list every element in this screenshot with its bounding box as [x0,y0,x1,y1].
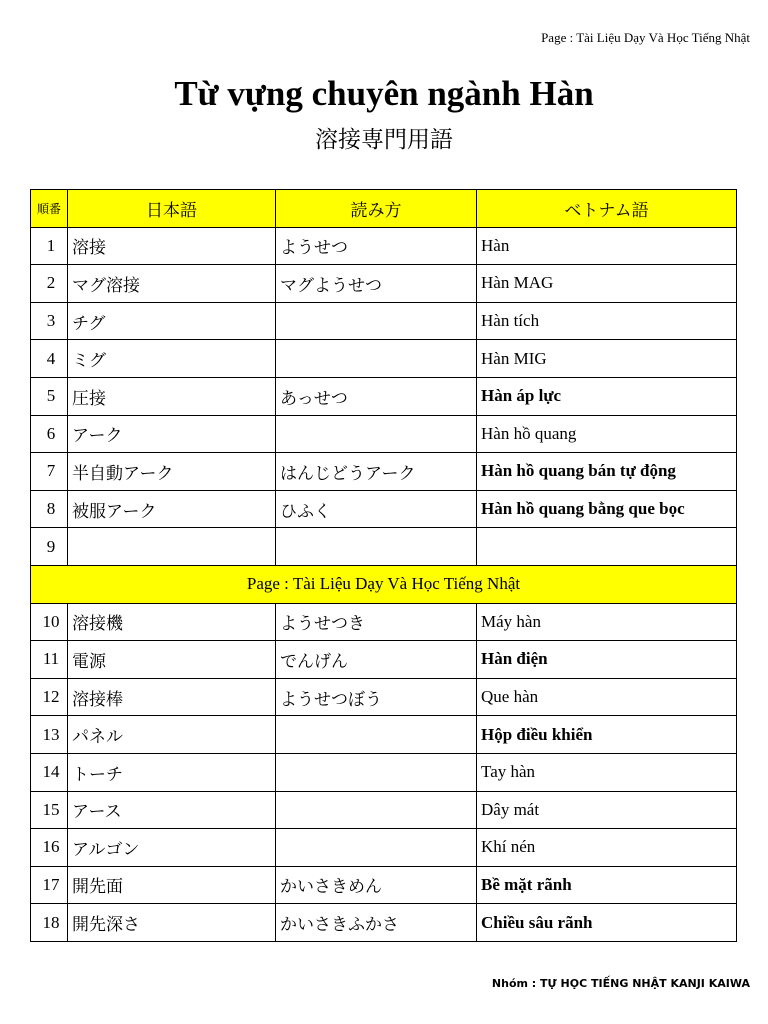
row-vietnamese: Khí nén [477,829,737,867]
table-row [31,829,737,867]
vocabulary-table [30,189,737,942]
row-vietnamese: Hàn MAG [477,265,737,303]
header-number: 順番 [31,190,68,228]
row-number: 7 [31,453,68,491]
row-reading [276,829,477,867]
row-reading [276,528,477,566]
row-vietnamese: Hàn điện [477,641,737,679]
row-reading [276,340,477,378]
table-row [31,866,737,904]
row-japanese: アース [68,791,276,829]
row-japanese: チグ [68,302,276,340]
row-vietnamese: Que hàn [477,678,737,716]
row-japanese: 開先深さ [68,904,276,942]
table-row [31,415,737,453]
row-japanese: パネル [68,716,276,754]
row-reading: ようせつ [276,227,477,265]
row-japanese: 溶接棒 [68,678,276,716]
row-vietnamese: Chiều sâu rãnh [477,904,737,942]
row-vietnamese: Hộp điều khiển [477,716,737,754]
table-row [31,302,737,340]
table-row [31,904,737,942]
row-reading [276,716,477,754]
row-number: 16 [31,829,68,867]
page-title: Từ vựng chuyên ngành Hàn [174,74,594,113]
page-subtitle: 溶接専門用語 [315,127,453,153]
table-row [31,716,737,754]
row-number: 9 [31,528,68,566]
row-vietnamese [477,528,737,566]
table-row [31,490,737,528]
row-number: 18 [31,904,68,942]
row-number: 15 [31,791,68,829]
row-number: 10 [31,603,68,641]
table-header-row [31,190,737,228]
header-vietnamese: ベトナム語 [477,190,737,228]
row-reading: マグようせつ [276,265,477,303]
table-row [31,791,737,829]
row-japanese: アルゴン [68,829,276,867]
row-number: 17 [31,866,68,904]
header-note: Page : Tài Liệu Dạy Và Học Tiếng Nhật [541,30,750,45]
row-reading [276,753,477,791]
table-row [31,453,737,491]
row-number: 12 [31,678,68,716]
row-reading: はんじどうアーク [276,453,477,491]
row-vietnamese: Bề mặt rãnh [477,866,737,904]
row-reading: でんげん [276,641,477,679]
row-number: 13 [31,716,68,754]
row-vietnamese: Hàn áp lực [477,377,737,415]
table-row [31,753,737,791]
row-reading: ひふく [276,490,477,528]
row-number: 4 [31,340,68,378]
row-number: 5 [31,377,68,415]
table-row [31,528,737,566]
row-number: 6 [31,415,68,453]
table-row [31,377,737,415]
row-vietnamese: Máy hàn [477,603,737,641]
row-reading [276,302,477,340]
row-japanese: 電源 [68,641,276,679]
table-row [31,678,737,716]
row-reading: ようせつぼう [276,678,477,716]
row-number: 8 [31,490,68,528]
row-japanese: 開先面 [68,866,276,904]
row-japanese: ミグ [68,340,276,378]
row-vietnamese: Hàn hồ quang bán tự động [477,453,737,491]
table-row [31,603,737,641]
header-reading: 読み方 [276,190,477,228]
row-vietnamese: Hàn hồ quang bằng que bọc [477,490,737,528]
table-row [31,265,737,303]
row-japanese: 被服アーク [68,490,276,528]
row-japanese: 圧接 [68,377,276,415]
row-japanese: マグ溶接 [68,265,276,303]
row-reading [276,415,477,453]
table-banner-row [31,565,737,603]
row-vietnamese: Hàn tích [477,302,737,340]
table-row [31,641,737,679]
row-reading: ようせつき [276,603,477,641]
header-japanese: 日本語 [68,190,276,228]
row-reading: かいさきめん [276,866,477,904]
row-reading: あっせつ [276,377,477,415]
row-vietnamese: Hàn MIG [477,340,737,378]
row-japanese: トーチ [68,753,276,791]
row-reading [276,791,477,829]
row-vietnamese: Hàn [477,227,737,265]
row-vietnamese: Tay hàn [477,753,737,791]
table-banner: Page : Tài Liệu Dạy Và Học Tiếng Nhật [31,565,737,603]
row-vietnamese: Hàn hồ quang [477,415,737,453]
row-number: 11 [31,641,68,679]
row-japanese: 溶接機 [68,603,276,641]
row-japanese: 溶接 [68,227,276,265]
table-row [31,227,737,265]
row-japanese: 半自動アーク [68,453,276,491]
row-number: 2 [31,265,68,303]
row-japanese [68,528,276,566]
footer-note: Nhóm : TỰ HỌC TIẾNG NHẬT KANJI KAIWA [491,977,750,990]
row-number: 3 [31,302,68,340]
row-number: 1 [31,227,68,265]
row-vietnamese: Dây mát [477,791,737,829]
row-japanese: アーク [68,415,276,453]
table-row [31,340,737,378]
row-number: 14 [31,753,68,791]
row-reading: かいさきふかさ [276,904,477,942]
